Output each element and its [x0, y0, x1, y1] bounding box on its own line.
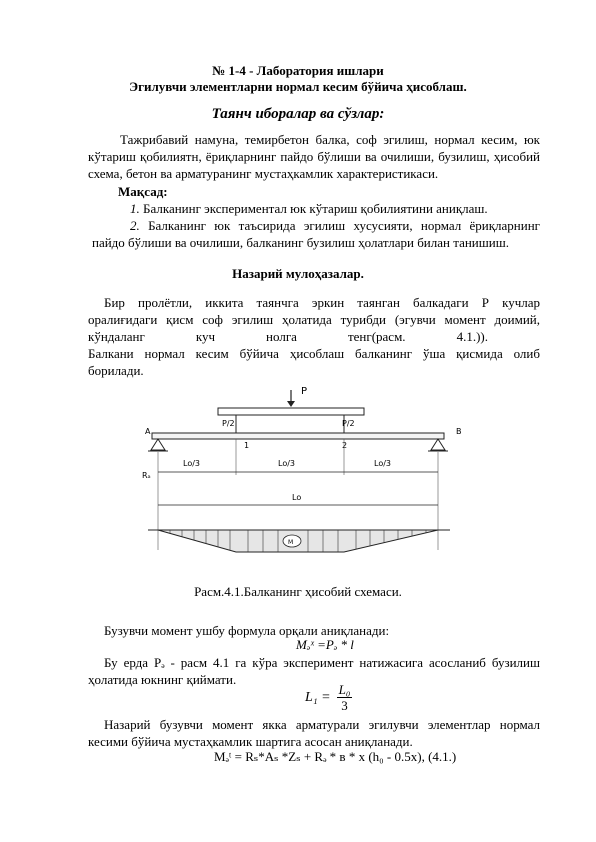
theory-p2-line-1: Балкани нормал кесим бўйича ҳисоблаш балканинг ўша қисмида олиб [88, 346, 540, 361]
keywords-text: Тажрибавий намуна, темирбетон балка, соф эгилиш, нормал кесим, юк кўтариш қобилиятн, ёриқларнинг пайдо бўлиши ва очилиши, бузилиш, ҳисобий схема, бетон ва арматуранинг мустаҳкамлик характеристикаси. [88, 132, 540, 181]
goal-item-2 [92, 217, 540, 251]
formula-intro: Бузувчи момент ушбу формула орқали аниқланади: [104, 623, 390, 638]
formula-l1 [305, 682, 352, 713]
goal-item-1 [130, 200, 488, 217]
title-line-2: Эгилувчи элементларни нормал кесим бўйича ҳисоблаш. [129, 79, 467, 94]
moment-label: M [288, 539, 294, 546]
goal-item-text: Балканинг экспериментал юк кўтариш қобилиятини аниқлаш. [143, 201, 488, 216]
goal-label: Мақсад: [118, 184, 168, 199]
theory-p1-line-2: оралиғидаги қисм соф эгилиш ҳолатида турибди (эгувчи момент доимий, [88, 312, 540, 327]
support-b [431, 439, 445, 450]
segment-1-label: Lo/3 [183, 459, 200, 468]
formula-1: Mₔˣ =Pₔ * l [296, 637, 354, 652]
half-load-right-label: P/2 [342, 419, 355, 428]
half-load-left-label: P/2 [222, 419, 235, 428]
segment-2-label: Lo/3 [278, 459, 295, 468]
segment-3-label: Lo/3 [374, 459, 391, 468]
theory-p1-line-1: Бир пролётли, иккита таянчга эркин таянган балкадаги Р кучлар [104, 295, 540, 310]
l1-numerator: L₀ [338, 682, 351, 697]
load-label: P [301, 386, 308, 397]
support-a-label: A [145, 427, 151, 436]
theory-p1-line-3: кўндаланг куч нолга тенг(расм. 4.1.)). [88, 329, 488, 344]
section-2-label: 2 [342, 441, 348, 450]
support-a [151, 439, 165, 450]
load-arrow-head [287, 401, 295, 407]
support-b-label: B [456, 427, 462, 436]
reaction-label: Rₐ [142, 471, 151, 480]
title-line-1: № 1-4 - Лаборатория ишлари [212, 63, 384, 78]
formula-2: Mₔᵗ = Rₛ*Aₛ *Zₛ + Rₔ * в * x (h₀ - 0.5x), (4.1.) [214, 749, 457, 764]
keywords-heading: Таянч иборалар ва сўзлар: [211, 106, 385, 122]
figure-caption: Расм.4.1.Балканинг ҳисобий схемаси. [194, 584, 402, 599]
beam-diagram [108, 380, 480, 564]
theory-p2-line-2: борилади. [88, 363, 144, 378]
l1-fraction [337, 682, 353, 713]
theory-formula-paragraph: Назарий бузувчи момент якка арматурали эгилувчи элементлар нормал кесими бўйича мустаҳкамлик шартига асосан аниқланади. [88, 717, 540, 749]
distribution-beam [218, 408, 364, 415]
section-1-label: 1 [244, 441, 250, 450]
goal-item-number: 2. [130, 218, 140, 233]
main-beam [152, 433, 444, 439]
l1-denominator: 3 [341, 698, 348, 713]
span-label: Lo [292, 493, 302, 502]
goal-item-text: Балканинг юк таъсирида эгилиш хусусияти, нормал ёриқларнинг пайдо бўлиши ва очилиши, балканинг бузилиш ҳолатлари билан танишиш. [92, 218, 541, 250]
theory-heading: Назарий мулоҳазалар. [232, 266, 364, 281]
l1-lhs: L₁ = [305, 689, 331, 705]
goal-item-number: 1. [130, 201, 140, 216]
formula-where: Бу ерда Pₔ - расм 4.1 га кўра эксперимент натижасига асосланиб бузилиш ҳолатида юкнинг қиймати. [88, 655, 540, 687]
